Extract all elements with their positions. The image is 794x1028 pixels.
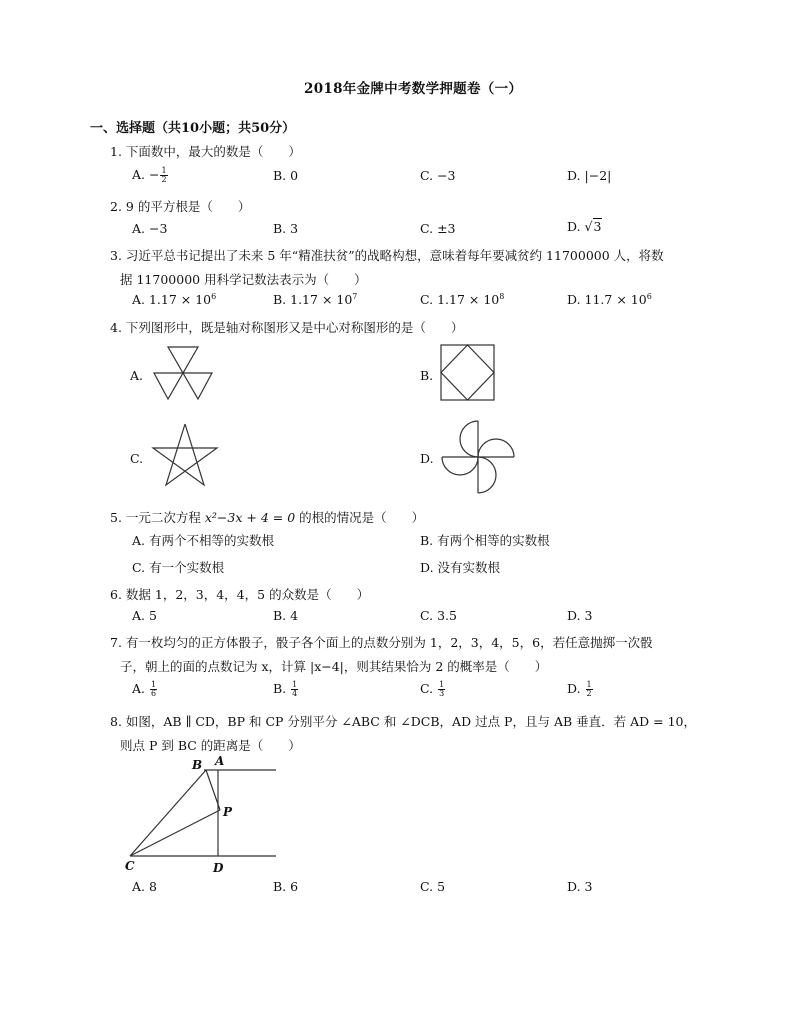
question-1-stem: 1. 下面数中，最大的数是（ ） (110, 144, 301, 159)
pinwheel-blade-left (442, 457, 478, 475)
q2-option-d-radicand: 3 (593, 219, 602, 234)
pinwheel-blade-bottom (478, 457, 496, 493)
triangle-top (168, 347, 198, 373)
q1-option-a[interactable] (132, 167, 168, 184)
section-heading: 一、选择题（共10小题；共50分） (90, 121, 296, 136)
segment-bc (130, 770, 206, 856)
q2-option-a[interactable]: A. −3 (132, 221, 168, 236)
q5-option-d[interactable]: D. 没有实数根 (420, 560, 501, 575)
q4-figure-c-star (150, 422, 220, 488)
triangle-left (154, 373, 183, 399)
q1-option-a-fraction: $\frac{1}{2}$ (161, 166, 167, 184)
q5-equation: x²−3x + 4 = 0 (204, 510, 296, 525)
label-b: B (192, 758, 203, 772)
q4-figure-b-nested-squares (440, 344, 496, 402)
segment-cp (130, 810, 220, 856)
sqrt-symbol: √ (584, 219, 593, 234)
question-5-stem: 5. 一元二次方程 x²−3x + 4 = 0 的根的情况是（ ） (110, 510, 425, 525)
question-7-line2: 子，朝上的面的点数记为 x，计算 |x−4|，则其结果恰为 2 的概率是（ ） (120, 659, 548, 674)
q6-option-c[interactable]: C. 3.5 (420, 608, 457, 623)
q6-option-d[interactable]: D. 3 (567, 608, 593, 623)
q6-option-b[interactable]: B. 4 (273, 608, 299, 623)
question-7-line1: 7. 有一枚均匀的正方体骰子，骰子各个面上的点数分别为 1，2，3，4，5，6，若任意抛掷一次骰 (110, 635, 653, 650)
q3-option-d[interactable]: D. $11.7 \times 10^6$ (567, 292, 652, 308)
q5-option-a[interactable]: A. 有两个不相等的实数根 (132, 533, 274, 548)
question-2-stem: 2. 9 的平方根是（ ） (110, 199, 251, 214)
q1-option-b[interactable]: B. 0 (273, 168, 299, 183)
q8-option-a[interactable]: A. 8 (132, 879, 157, 894)
q1-option-d[interactable]: D. |−2| (567, 168, 612, 183)
q4-option-b[interactable]: B. (420, 368, 434, 383)
q2-option-b[interactable]: B. 3 (273, 221, 299, 236)
question-3-line1: 3. 习近平总书记提出了未来 5 年“精准扶贫”的战略构想，意味着每年要减贫约 11700000 人，将数 (110, 248, 664, 263)
q3-option-b[interactable]: B. $1.17 \times 10^7$ (273, 292, 358, 308)
question-8-line1: 8. 如图，AB ∥ CD，BP 和 CP 分别平分 ∠ABC 和 ∠DCB，AD 过点 P，且与 AB 垂直．若 AD = 10， (110, 714, 696, 729)
q4-option-d[interactable]: D. (420, 451, 434, 466)
q7-option-a[interactable]: A. $\frac{1}{6}$ (132, 680, 157, 698)
q4-figure-d-pinwheel (440, 419, 516, 495)
inner-diamond (441, 345, 494, 400)
label-d: D (213, 861, 224, 875)
q5-option-b[interactable]: B. 有两个相等的实数根 (420, 533, 550, 548)
q2-option-c[interactable]: C. ±3 (420, 221, 456, 236)
outer-square (441, 345, 494, 400)
q8-option-b[interactable]: B. 6 (273, 879, 299, 894)
q7-option-c[interactable]: C. $\frac{1}{3}$ (420, 680, 445, 698)
q4-option-c[interactable]: C. (130, 451, 144, 466)
q3-option-a[interactable]: A. $1.17 \times 10^6$ (132, 292, 217, 308)
q5-option-c[interactable]: C. 有一个实数根 (132, 560, 225, 575)
pinwheel-blade-top (460, 421, 478, 457)
q7-option-d[interactable]: D. $\frac{1}{2}$ (567, 680, 592, 698)
question-8-line2: 则点 P 到 BC 的距离是（ ） (120, 738, 301, 753)
q8-option-c[interactable]: C. 5 (420, 879, 446, 894)
star-outline (153, 424, 217, 485)
question-4-stem: 4. 下列图形中，既是轴对称图形又是中心对称图形的是（ ） (110, 320, 464, 335)
q2-option-d[interactable]: D. √3 (567, 219, 602, 234)
label-c: C (125, 859, 135, 873)
q3-option-c[interactable]: C. $1.17 \times 10^8$ (420, 292, 505, 308)
label-a: A (215, 754, 225, 768)
question-3-line2: 据 11700000 用科学记数法表示为（ ） (120, 272, 367, 287)
q6-option-a[interactable]: A. 5 (132, 608, 157, 623)
q8-geometry-figure (124, 752, 280, 874)
question-6-stem: 6. 数据 1，2，3，4，4，5 的众数是（ ） (110, 587, 370, 602)
q1-option-a-label: A. − (132, 167, 160, 182)
q4-figure-a-three-triangles (154, 343, 214, 403)
q1-option-c[interactable]: C. −3 (420, 168, 456, 183)
q7-option-b[interactable]: B. $\frac{1}{4}$ (273, 680, 298, 698)
pinwheel-blade-right (478, 439, 514, 457)
label-p: P (223, 805, 233, 819)
q8-option-d[interactable]: D. 3 (567, 879, 593, 894)
page-title: 2018年金牌中考数学押题卷（一） (304, 81, 523, 97)
q4-option-a[interactable]: A. (130, 368, 144, 383)
triangle-right (183, 373, 212, 399)
